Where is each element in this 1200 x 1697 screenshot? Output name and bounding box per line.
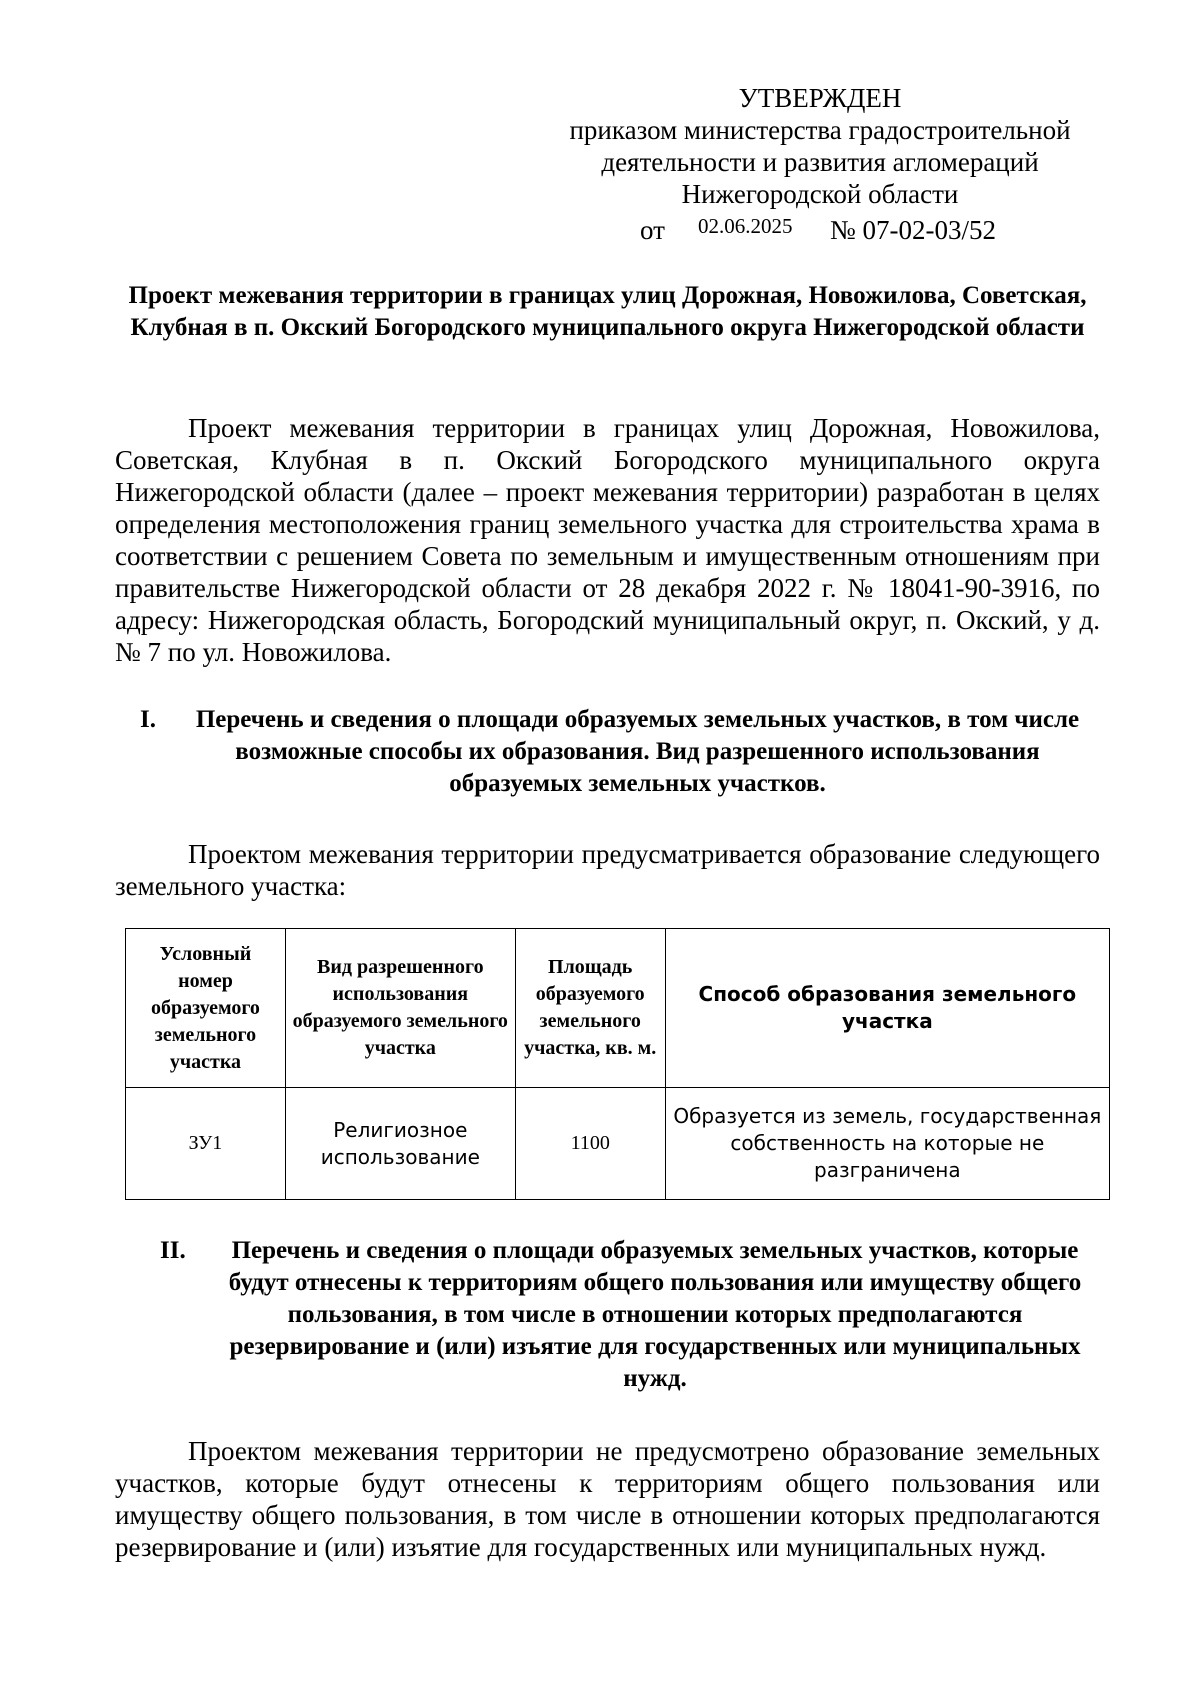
table-cell-area: 1100	[515, 1088, 665, 1200]
land-plots-table	[125, 928, 1110, 1200]
table-cell-formation-method: Образуется из земель, государственная собственность на которые не разграничена	[665, 1088, 1109, 1200]
section-2-number: II.	[160, 1237, 186, 1264]
section-2-heading	[115, 1235, 1100, 1395]
table-header-cell: Вид разрешенного использования образуемого земельного участка	[285, 929, 515, 1088]
section-1-title: Перечень и сведения о площади образуемых земельных участков, в том числе возможные способы их образования. Вид разрешенного использования образуемых земельных участков.	[195, 706, 1080, 797]
approval-authority-line3: Нижегородской области	[681, 179, 959, 209]
approval-block	[540, 82, 1100, 246]
approval-number: № 07-02-03/52	[830, 215, 996, 245]
intro-paragraph: Проект межевания территории в границах улиц Дорожная, Новожилова, Советская, Клубная в п. Окский Богородского муниципального округа Нижегородской области (далее – проект межевания территории) разработан в целях определения местоположения границ земельного участка для строительства храма в соответствии с решением Совета по земельным и имущественным отношениям при правительстве Нижегородской области от 28 декабря 2022 г. № 18041-90-3916, по адресу: Нижегородская область, Богородский муниципальный округ, п. Окский, у д. № 7 по ул. Новожилова.	[115, 413, 1100, 667]
table-header-cell: Способ образования земельного участка	[665, 929, 1109, 1088]
section-1-number: I.	[140, 706, 156, 733]
approval-authority-line2: деятельности и развития агломераций	[601, 147, 1039, 177]
approval-date-row	[540, 210, 1100, 246]
approval-date: 02.06.2025	[698, 214, 793, 238]
approval-status: УТВЕРЖДЕН	[738, 83, 902, 113]
approval-date-prefix: от	[640, 215, 665, 245]
table-cell-plot-id: ЗУ1	[126, 1088, 286, 1200]
section-1-paragraph: Проектом межевания территории предусматривается образование следующего земельного участка:	[115, 839, 1100, 901]
section-2-title: Перечень и сведения о площади образуемых земельных участков, которые будут отнесены к территориям общего пользования или имуществу общего пользования, в том числе в отношении которых предполагаются резервирование и (или) изъятие для государственных или муниципальных нужд.	[228, 1237, 1082, 1392]
table-header-cell: Площадь образуемого земельного участка, кв. м.	[515, 929, 665, 1088]
section-1-heading	[115, 704, 1100, 800]
table-cell-permitted-use: Религиозное использование	[285, 1088, 515, 1200]
approval-authority-line1: приказом министерства градостроительной	[569, 115, 1071, 145]
table-header-row	[126, 929, 1110, 1088]
table-row	[126, 1088, 1110, 1200]
table-header-cell: Условный номер образуемого земельного участка	[126, 929, 286, 1088]
document-title: Проект межевания территории в границах улиц Дорожная, Новожилова, Советская, Клубная в п. Окский Богородского муниципального округа Нижегородской области	[128, 282, 1087, 341]
section-2-paragraph: Проектом межевания территории не предусмотрено образование земельных участков, которые будут отнесены к территориям общего пользования или имуществу общего пользования, в том числе в отношении которых предполагаются резервирование и (или) изъятие для государственных или муниципальных нужд.	[115, 1436, 1100, 1562]
